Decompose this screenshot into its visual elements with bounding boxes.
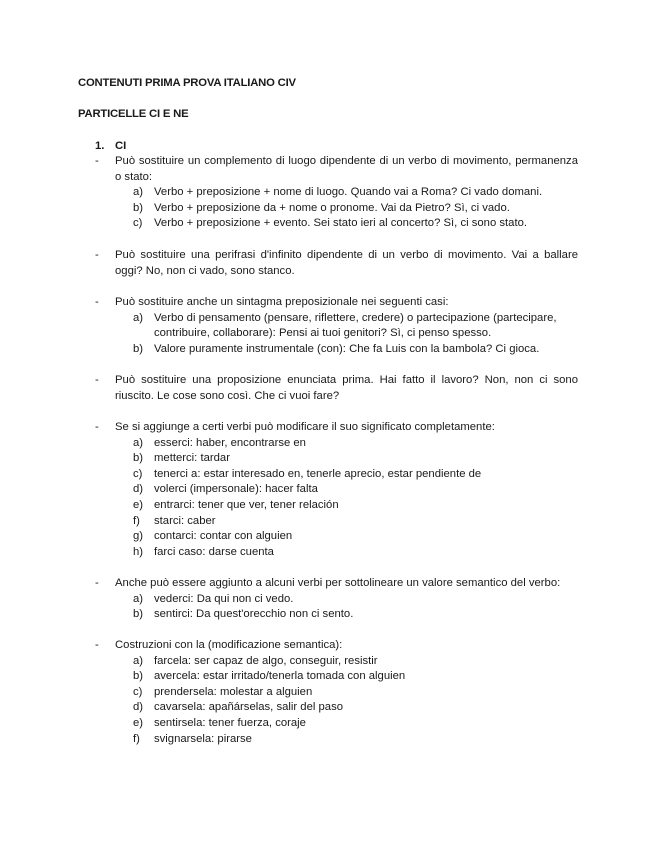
list-letter: c) [133, 685, 143, 698]
list-text: Valore puramente instrumentale (con): Che fa Luis con la bambola? Ci gioca. [154, 342, 540, 355]
list-item [133, 482, 578, 498]
list-text: esserci: haber, encontrarse en [154, 436, 306, 449]
bullet-dash: - [95, 249, 99, 261]
bullet-text: Può sostituire un complemento di luogo dipendente di un verbo di movimento, permanenza o stato: [115, 155, 578, 183]
list-text: vederci: Da qui non ci vedo. [154, 592, 294, 605]
bullet-dash: - [95, 374, 99, 386]
bullet-dash: - [95, 639, 99, 651]
list-text: Verbo + preposizione + evento. Sei stato ieri al concerto? Sì, ci sono stato. [154, 217, 528, 230]
list-letter: d) [133, 701, 144, 714]
list-item [133, 592, 578, 608]
list-text: Verbo di pensamento (pensare, riflettere, credere) o partecipazione (partecipare, contribuire, collaborare): Pensi ai tuoi genitori? Sì, ci penso spesso. [154, 311, 557, 340]
list-item [133, 498, 578, 514]
bullet-dash: - [95, 296, 99, 308]
bullet-dash: - [95, 577, 99, 589]
bullet-item [95, 576, 578, 592]
bullet-text: Anche può essere aggiunto a alcuni verbi per sottolineare un valore semantico del verbo: [115, 577, 561, 589]
bullet-text: Costruzioni con la (modificazione semantica): [115, 639, 343, 651]
list-item [133, 700, 578, 716]
bullet-item [95, 420, 578, 436]
list-letter: a) [133, 186, 144, 199]
list-item [133, 716, 578, 732]
list-text: farci caso: darse cuenta [154, 545, 274, 558]
heading-number: 1. [95, 140, 105, 152]
list-item [133, 467, 578, 483]
bullet-block [95, 576, 578, 623]
bullet-block [95, 638, 578, 747]
list-letter: a) [133, 436, 144, 449]
bullet-text: Può sostituire una proposizione enunciata prima. Hai fatto il lavoro? Non, non ci sono riuscito. Le cose sono così. Che ci vuoi fare? [115, 374, 578, 402]
heading-text: CI [115, 140, 127, 152]
bullet-block [95, 154, 578, 232]
list-letter: c) [133, 217, 143, 230]
list-letter: b) [133, 201, 144, 214]
list-item [133, 311, 578, 342]
bullet-dash: - [95, 155, 99, 167]
list-letter: a) [133, 654, 144, 667]
bullet-block [95, 420, 578, 560]
bullet-block [95, 373, 578, 404]
list-letter: f) [133, 732, 140, 745]
bullet-text: Può sostituire anche un sintagma preposizionale nei seguenti casi: [115, 296, 449, 308]
list-text: starci: caber [154, 514, 216, 527]
list-text: sentirsela: tener fuerza, coraje [154, 716, 306, 729]
bullet-item [95, 154, 578, 185]
list-item [133, 685, 578, 701]
list-letter: b) [133, 670, 144, 683]
document-title: CONTENUTI PRIMA PROVA ITALIANO CIV [78, 77, 296, 89]
list-text: avercela: estar irritado/tenerla tomada con alguien [154, 670, 406, 683]
bullet-item [95, 373, 578, 404]
bullet-dash: - [95, 421, 99, 433]
list-letter: b) [133, 608, 144, 621]
list-letter: c) [133, 467, 143, 480]
list-letter: b) [133, 452, 144, 465]
list-letter: b) [133, 342, 144, 355]
list-item [133, 669, 578, 685]
section-title: PARTICELLE CI E NE [78, 108, 189, 120]
list-text: sentirci: Da quest'orecchio non ci sento. [154, 608, 354, 621]
list-text: cavarsela: apañárselas, salir del paso [154, 701, 344, 714]
bullet-text: Se si aggiunge a certi verbi può modificare il suo significato completamente: [115, 421, 495, 433]
list-text: Verbo + preposizione da + nome o pronome. Vai da Pietro? Sì, ci vado. [154, 201, 510, 214]
list-text: Verbo + preposizione + nome di luogo. Quando vai a Roma? Ci vado domani. [154, 186, 543, 199]
list-item [133, 607, 578, 623]
bullet-block [95, 295, 578, 357]
list-letter: f) [133, 514, 140, 527]
list-item [133, 732, 578, 748]
list-text: svignarsela: pirarse [154, 732, 252, 745]
list-item [133, 654, 578, 670]
list-item [133, 185, 578, 201]
bullet-block [95, 248, 578, 279]
bullet-item [95, 248, 578, 279]
list-letter: e) [133, 498, 144, 511]
list-text: entrarci: tener que ver, tener relación [154, 498, 339, 511]
list-item [133, 201, 578, 217]
list-item [133, 514, 578, 530]
list-text: prendersela: molestar a alguien [154, 685, 313, 698]
list-item [133, 545, 578, 561]
list-letter: g) [133, 530, 144, 543]
list-item [133, 216, 578, 232]
list-letter: a) [133, 311, 144, 324]
list-letter: a) [133, 592, 144, 605]
list-item [133, 436, 578, 452]
list-text: volerci (impersonale): hacer falta [154, 483, 318, 496]
list-item [133, 342, 578, 358]
list-letter: h) [133, 545, 144, 558]
bullet-item [95, 638, 578, 654]
bullet-text: Può sostituire una perifrasi d'infinito dipendente di un verbo di movimento. Vai a ballare oggi? No, non ci vado, sono stanco. [115, 249, 578, 277]
list-item [133, 529, 578, 545]
list-item [133, 451, 578, 467]
list-text: tenerci a: estar interesado en, tenerle aprecio, estar pendiente de [154, 467, 482, 480]
list-text: metterci: tardar [154, 452, 230, 465]
bullet-item [95, 295, 578, 311]
list-letter: e) [133, 716, 144, 729]
list-text: farcela: ser capaz de algo, conseguir, resistir [154, 654, 378, 667]
list-text: contarci: contar con alguien [154, 530, 293, 543]
numbered-heading [95, 139, 126, 155]
list-letter: d) [133, 483, 144, 496]
